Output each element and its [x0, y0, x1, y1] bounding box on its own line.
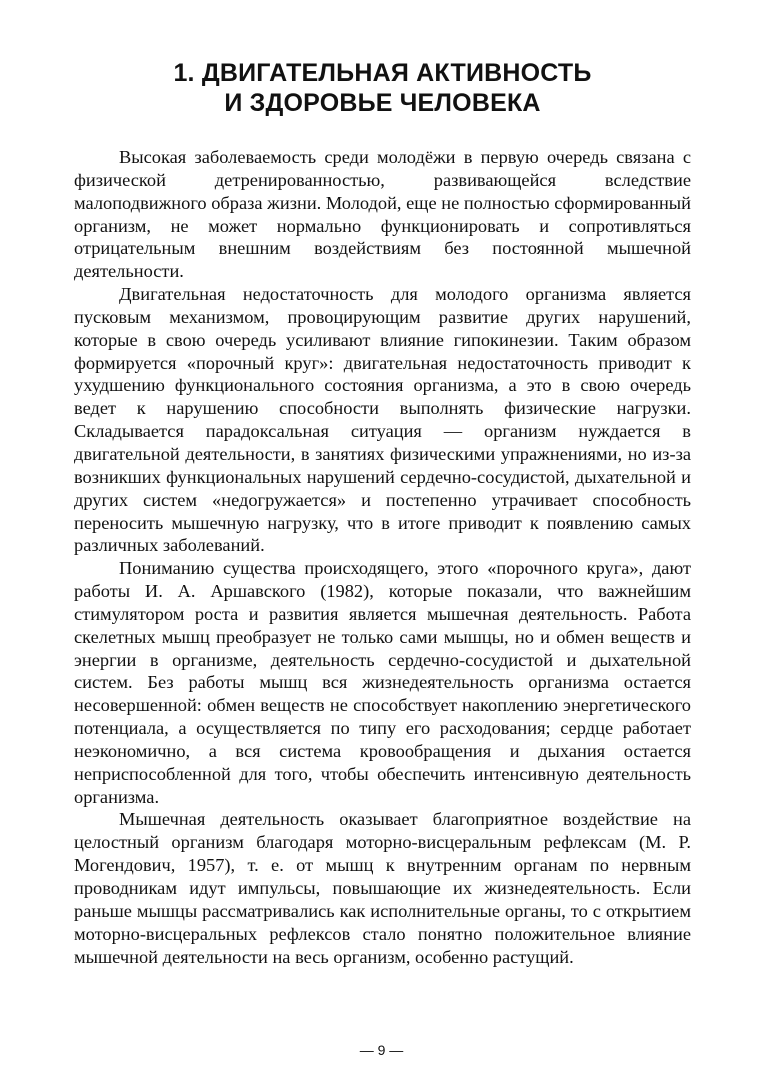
chapter-title [74, 58, 691, 118]
paragraph-1: Высокая заболеваемость среди молодёжи в первую очередь связана с физической детренированностью, развивающейся вследствие малоподвижного образа жизни. Молодой, еще не полностью сформированный организм, не может нормально функционировать и сопротивляться отрицательным внешним воздействиям без постоянной мышечной деятельности. [74, 147, 691, 282]
paragraph-2: Двигательная недостаточность для молодого организма является пусковым механизмом, провоцирующим развитие других нарушений, которые в свою очередь усиливают влияние гипокинезии. Таким образом формируется «порочный круг»: двигательная недостаточность приводит к ухудшению функционального состояния организма, а это в свою очередь ведет к нарушению способности выполнять физические нагрузки. Складывается парадоксальная ситуация — организм нуждается в двигательной деятельности, в занятиях физическими упражнениями, но из-за возникших функциональных нарушений сердечно-сосудистой, дыхательной и других систем «недогружается» и постепенно утрачивает способность переносить мышечную нагрузку, что в итоге приводит к появлению самых различных заболеваний. [74, 284, 691, 556]
page-number: — 9 — [359, 1042, 404, 1058]
chapter-title-line-2: И ЗДОРОВЬЕ ЧЕЛОВЕКА [224, 89, 541, 117]
page-content [74, 58, 691, 968]
body-text [74, 146, 691, 968]
paragraph-3: Пониманию существа происходящего, этого «порочного круга», дают работы И. А. Аршавского (1982), которые показали, что важнейшим стимулятором роста и развития является мышечная деятельность. Работа скелетных мышц преобразует не только сами мышцы, но и обмен веществ и энергии в организме, деятельность сердечно-сосудистой и дыхательной систем. Без работы мышц вся жизнедеятельность организма остается несовершенной: обмен веществ не способствует накоплению энергетического потенциала, а осуществляется по типу его расходования; сердце работает неэкономично, а вся система кровообращения и дыхания остается неприспособленной для того, чтобы обеспечить интенсивную деятельность организма. [74, 558, 691, 807]
chapter-title-line-1: 1. ДВИГАТЕЛЬНАЯ АКТИВНОСТЬ [173, 59, 592, 87]
paragraph-4: Мышечная деятельность оказывает благоприятное воздействие на целостный организм благодаря моторно-висцеральным рефлексам (М. Р. Могендович, 1957), т. е. от мышц к внутренним органам по нервным проводникам идут импульсы, повышающие их жизнедеятельность. Если раньше мышцы рассматривались как исполнительные органы, то с открытием моторно-висцеральных рефлексов стало понятно положительное влияние мышечной деятельности на весь организм, особенно растущий. [74, 809, 691, 967]
